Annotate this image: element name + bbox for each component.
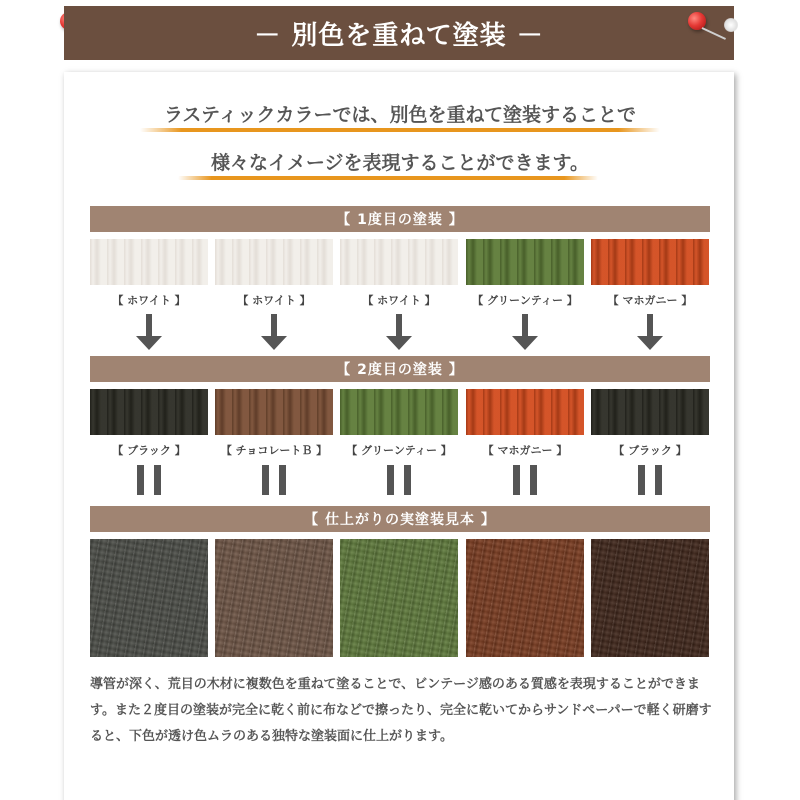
- second-coat-swatch: [591, 389, 709, 435]
- equals-sign-icon: [262, 465, 286, 495]
- second-coat-swatch: [90, 389, 208, 435]
- second-coat-swatch: [466, 389, 584, 435]
- finish-sample-mahogany-over-greentea: [466, 539, 584, 657]
- lead-line-2: 様々なイメージを表現することができます。: [211, 152, 589, 174]
- first-coat-label: 【 ホワイト 】: [112, 294, 186, 307]
- equals-sign-icon: [638, 465, 662, 495]
- lead-line-1: ラスティックカラーでは、別色を重ねて塗装することで: [163, 104, 637, 126]
- finish-sample-greentea-over-white: [340, 539, 458, 657]
- section-second-coat: 【 2度目の塗装 】: [90, 356, 710, 382]
- second-coat-swatch: [215, 389, 333, 435]
- second-coat-label: 【 ブラック 】: [112, 444, 186, 457]
- second-coat-label: 【 ブラック 】: [613, 444, 687, 457]
- first-coat-swatch: [591, 239, 709, 285]
- down-arrow-icon: [386, 314, 412, 350]
- section-first-coat: 【 1度目の塗装 】: [90, 206, 710, 232]
- down-arrow-icon: [261, 314, 287, 350]
- down-arrow-icon: [637, 314, 663, 350]
- first-coat-swatch: [90, 239, 208, 285]
- second-coat-label: 【 チョコレートＢ 】: [220, 444, 328, 457]
- down-arrow-icon: [512, 314, 538, 350]
- pin-shine-right: [724, 18, 738, 32]
- finish-sample-chocolate-over-white: [215, 539, 333, 657]
- equals-sign-icon: [387, 465, 411, 495]
- first-coat-label: 【 ホワイト 】: [362, 294, 436, 307]
- page-title: － 別色を重ねて塗装 －: [64, 6, 734, 60]
- first-coat-label: 【 グリーンティー 】: [472, 294, 578, 307]
- first-coat-swatch: [466, 239, 584, 285]
- description-text: 導管が深く、荒目の木材に複数色を重ねて塗ることで、ビンテージ感のある質感を表現することができます。また２度目の塗装が完全に乾く前に布などで擦ったり、完全に乾いてからサンドペーパーで軽く研磨すると、下色が透け色ムラのある独特な塗装面に仕上がります。: [90, 677, 712, 744]
- second-coat-label: 【 グリーンティー 】: [346, 444, 452, 457]
- first-coat-swatch: [215, 239, 333, 285]
- first-coat-label: 【 ホワイト 】: [237, 294, 311, 307]
- second-coat-label: 【 マホガニー 】: [482, 444, 568, 457]
- finish-sample-black-over-mahogany: [591, 539, 709, 657]
- lead-underline-1: [140, 128, 660, 132]
- first-coat-swatch: [340, 239, 458, 285]
- equals-sign-icon: [137, 465, 161, 495]
- second-coat-swatch: [340, 389, 458, 435]
- lead-underline-2: [178, 176, 598, 180]
- finish-sample-black-over-white: [90, 539, 208, 657]
- first-coat-label: 【 マホガニー 】: [607, 294, 693, 307]
- down-arrow-icon: [136, 314, 162, 350]
- section-finish: 【 仕上がりの実塗装見本 】: [90, 506, 710, 532]
- equals-sign-icon: [513, 465, 537, 495]
